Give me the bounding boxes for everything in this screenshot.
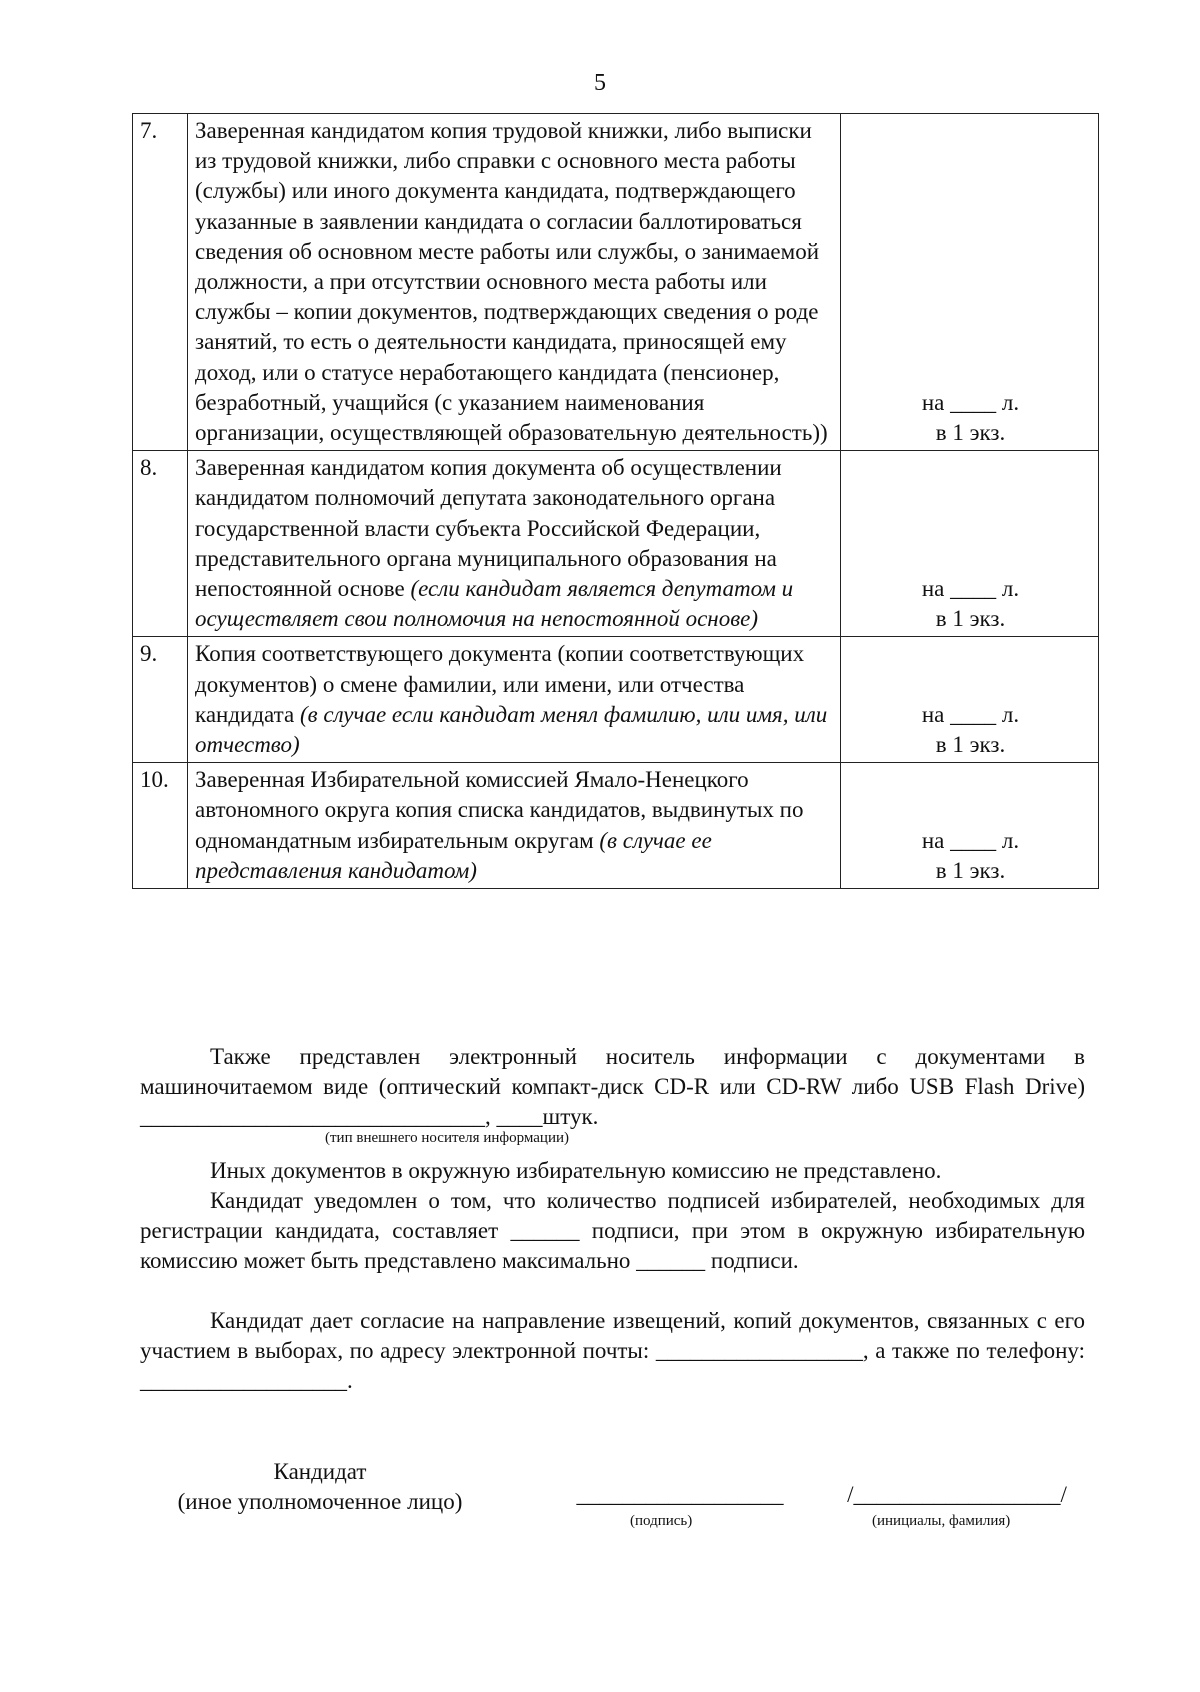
electronic-media-paragraph: Также представлен электронный носитель информации с документами в машиночитаемом виде (оптический компакт-диск CD-R или CD-RW либо USB Flash Drive) ______________________________, ____штук. <box>140 1044 1085 1129</box>
signatures-notice-paragraph: Кандидат уведомлен о том, что количество подписей избирателей, необходимых для регистрации кандидата, составляет ______ подписи, при этом в окружную избирательную комиссию может быть представлено максимально ______ подписи. <box>140 1188 1085 1273</box>
table-row <box>133 763 1099 889</box>
row-description: Заверенная кандидатом копия трудовой книжки, либо выписки из трудовой книжки, либо справки с основного места работы (службы) или иного документа кандидата, подтверждающего указанные в заявлении кандидата о согласии баллотироваться сведения об основном месте работы или службы, о занимаемой должности, а при отсутствии основного места работы или службы – копии документов, подтверждающих сведения о роде занятий, то есть о деятельности кандидата, приносящей ему доход, или о статусе неработающего кандидата (пенсионер, безработный, учащийся (с указанием наименования организации, осуществляющей образовательную деятельность)) <box>188 114 841 451</box>
name-caption: (инициалы, фамилия) <box>872 1513 1011 1529</box>
page-number: 5 <box>594 70 606 96</box>
sheets-count: на ____ л. <box>921 389 1020 415</box>
no-other-documents-paragraph: Иных документов в окружную избирательную комиссию не представлено. <box>210 1158 942 1183</box>
table-row <box>133 114 1099 451</box>
signer-role: Кандидат <box>273 1459 367 1484</box>
row-number: 7. <box>133 114 188 451</box>
signer-role-alt: (иное уполномоченное лицо) <box>177 1489 463 1514</box>
media-type-caption: (тип внешнего носителя информации) <box>325 1130 569 1146</box>
signature-line: __________________ <box>576 1482 784 1507</box>
sheets-count: на ____ л. <box>921 576 1020 602</box>
copies-count: в 1 экз. <box>935 420 1006 446</box>
signature-caption: (подпись) <box>630 1513 693 1529</box>
consent-paragraph: Кандидат дает согласие на направление извещений, копий документов, связанных с его участием в выборах, по адресу электронной почты: __________________, а также по телефону: __________________. <box>140 1308 1085 1393</box>
row-pages <box>841 637 1099 763</box>
row-description: Заверенная Избирательной комиссией Ямало-Ненецкого автономного округа копия списка кандидатов, выдвинутых по одномандатным избирательным округам (в случае ее представления кандидатом) <box>188 763 841 889</box>
row-description: Копия соответствующего документа (копии соответствующих документов) о смене фамилии, или имени, или отчества кандидата (в случае если кандидат менял фамилию, или имя, или отчество) <box>188 637 841 763</box>
signer-label <box>170 1457 470 1517</box>
copies-count: в 1 экз. <box>935 857 1006 883</box>
row-pages <box>841 451 1099 637</box>
row-number: 10. <box>133 763 188 889</box>
table-row <box>133 451 1099 637</box>
row-number: 9. <box>133 637 188 763</box>
row-pages <box>841 114 1099 451</box>
row-description: Заверенная кандидатом копия документа об осуществлении кандидатом полномочий депутата законодательного органа государственной власти субъекта Российской Федерации, представительного органа муниципального образования на непостоянной основе (если кандидат является депутатом и осуществляет свои полномочия на непостоянной основе) <box>188 451 841 637</box>
documents-table <box>132 113 1099 889</box>
sheets-count: на ____ л. <box>921 827 1020 853</box>
copies-count: в 1 экз. <box>935 732 1006 758</box>
row-number: 8. <box>133 451 188 637</box>
table-row <box>133 637 1099 763</box>
sheets-count: на ____ л. <box>921 701 1020 727</box>
row-pages <box>841 763 1099 889</box>
name-line: /__________________/ <box>847 1482 1067 1507</box>
copies-count: в 1 экз. <box>935 606 1006 632</box>
